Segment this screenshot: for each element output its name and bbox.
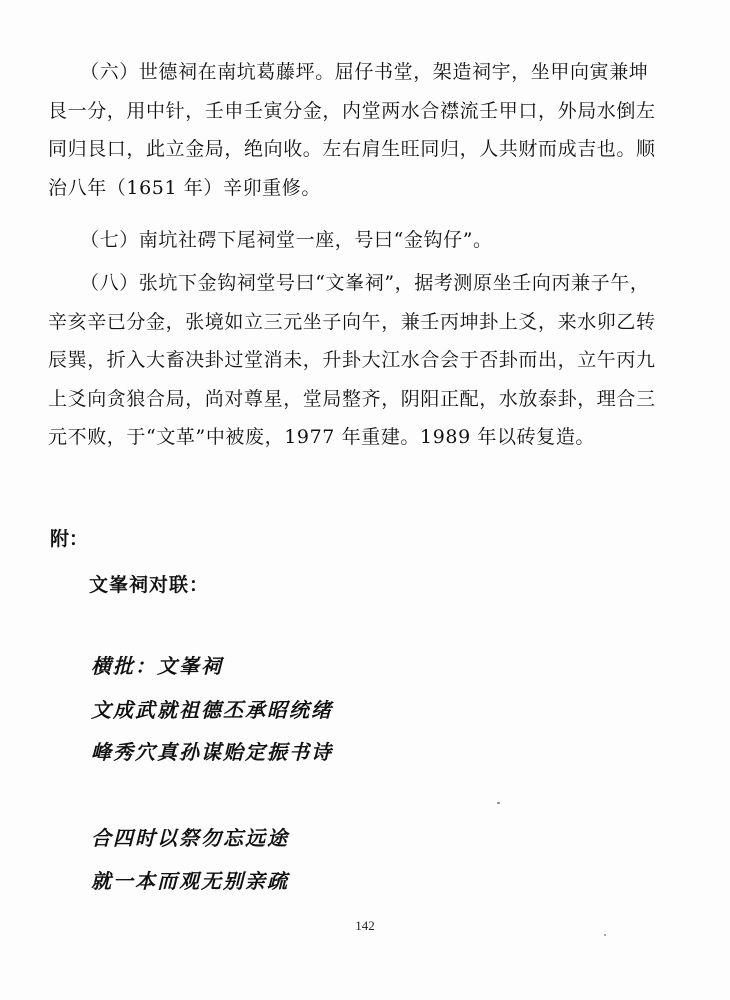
paragraph-line: 辛亥辛已分金，张境如立三元坐子向午，兼壬丙坤卦上爻，来水卯乙转 bbox=[48, 310, 656, 333]
paragraph-line: 治八年（1651 年）辛卯重修。 bbox=[48, 176, 321, 199]
paragraph-line: （六）世德祠在南坑葛藤坪。屈仔书堂，架造祠宇，坐甲向寅兼坤 bbox=[80, 61, 649, 83]
couplet-line: 文成武就祖德丕承昭统绪 bbox=[91, 698, 333, 722]
couplet-line: 峰秀穴真孙谋贻定振书诗 bbox=[91, 740, 333, 764]
paragraph-line: 上爻向贪狼合局，尚对尊星，堂局整齐，阴阳正配，水放泰卦，理合三 bbox=[48, 387, 656, 410]
paragraph-line: 辰巽，折入大畜决卦过堂消未，升卦大江水合会于否卦而出，立午丙九 bbox=[48, 349, 656, 371]
page-number: 142 bbox=[355, 918, 375, 933]
paragraph-line: 艮一分，用中针，壬申壬寅分金，内堂两水合襟流壬甲口，外局水倒左 bbox=[48, 99, 656, 122]
paragraph-line: （八）张坑下金钩祠堂号曰“文峯祠”，据考测原坐壬向丙兼子午， bbox=[80, 272, 650, 294]
scan-speck bbox=[497, 802, 500, 804]
paragraph-line: （七）南坑社𥔲下尾祠堂一座，号曰“金钩仔”。 bbox=[80, 229, 493, 251]
paragraph-line: 同归艮口，此立金局，绝向收。左右肩生旺同归，人共财而成吉也。顺 bbox=[48, 138, 656, 160]
scan-speck bbox=[604, 934, 606, 936]
horizontal-scroll-text: 横批：文峯祠 bbox=[91, 654, 223, 678]
couplet-line: 就一本而观无别亲疏 bbox=[91, 869, 289, 893]
couplet-heading: 文峯祠对联： bbox=[89, 574, 210, 596]
paragraph-line: 元不败，于“文革”中被废，1977 年重建。1989 年以砖复造。 bbox=[48, 426, 596, 448]
appendix-label: 附： bbox=[50, 528, 89, 550]
paragraph-eight bbox=[48, 264, 688, 457]
paragraph-seven bbox=[48, 221, 688, 260]
paragraph-six bbox=[48, 53, 688, 207]
couplet-line: 合四时以祭勿忘远途 bbox=[91, 826, 289, 850]
